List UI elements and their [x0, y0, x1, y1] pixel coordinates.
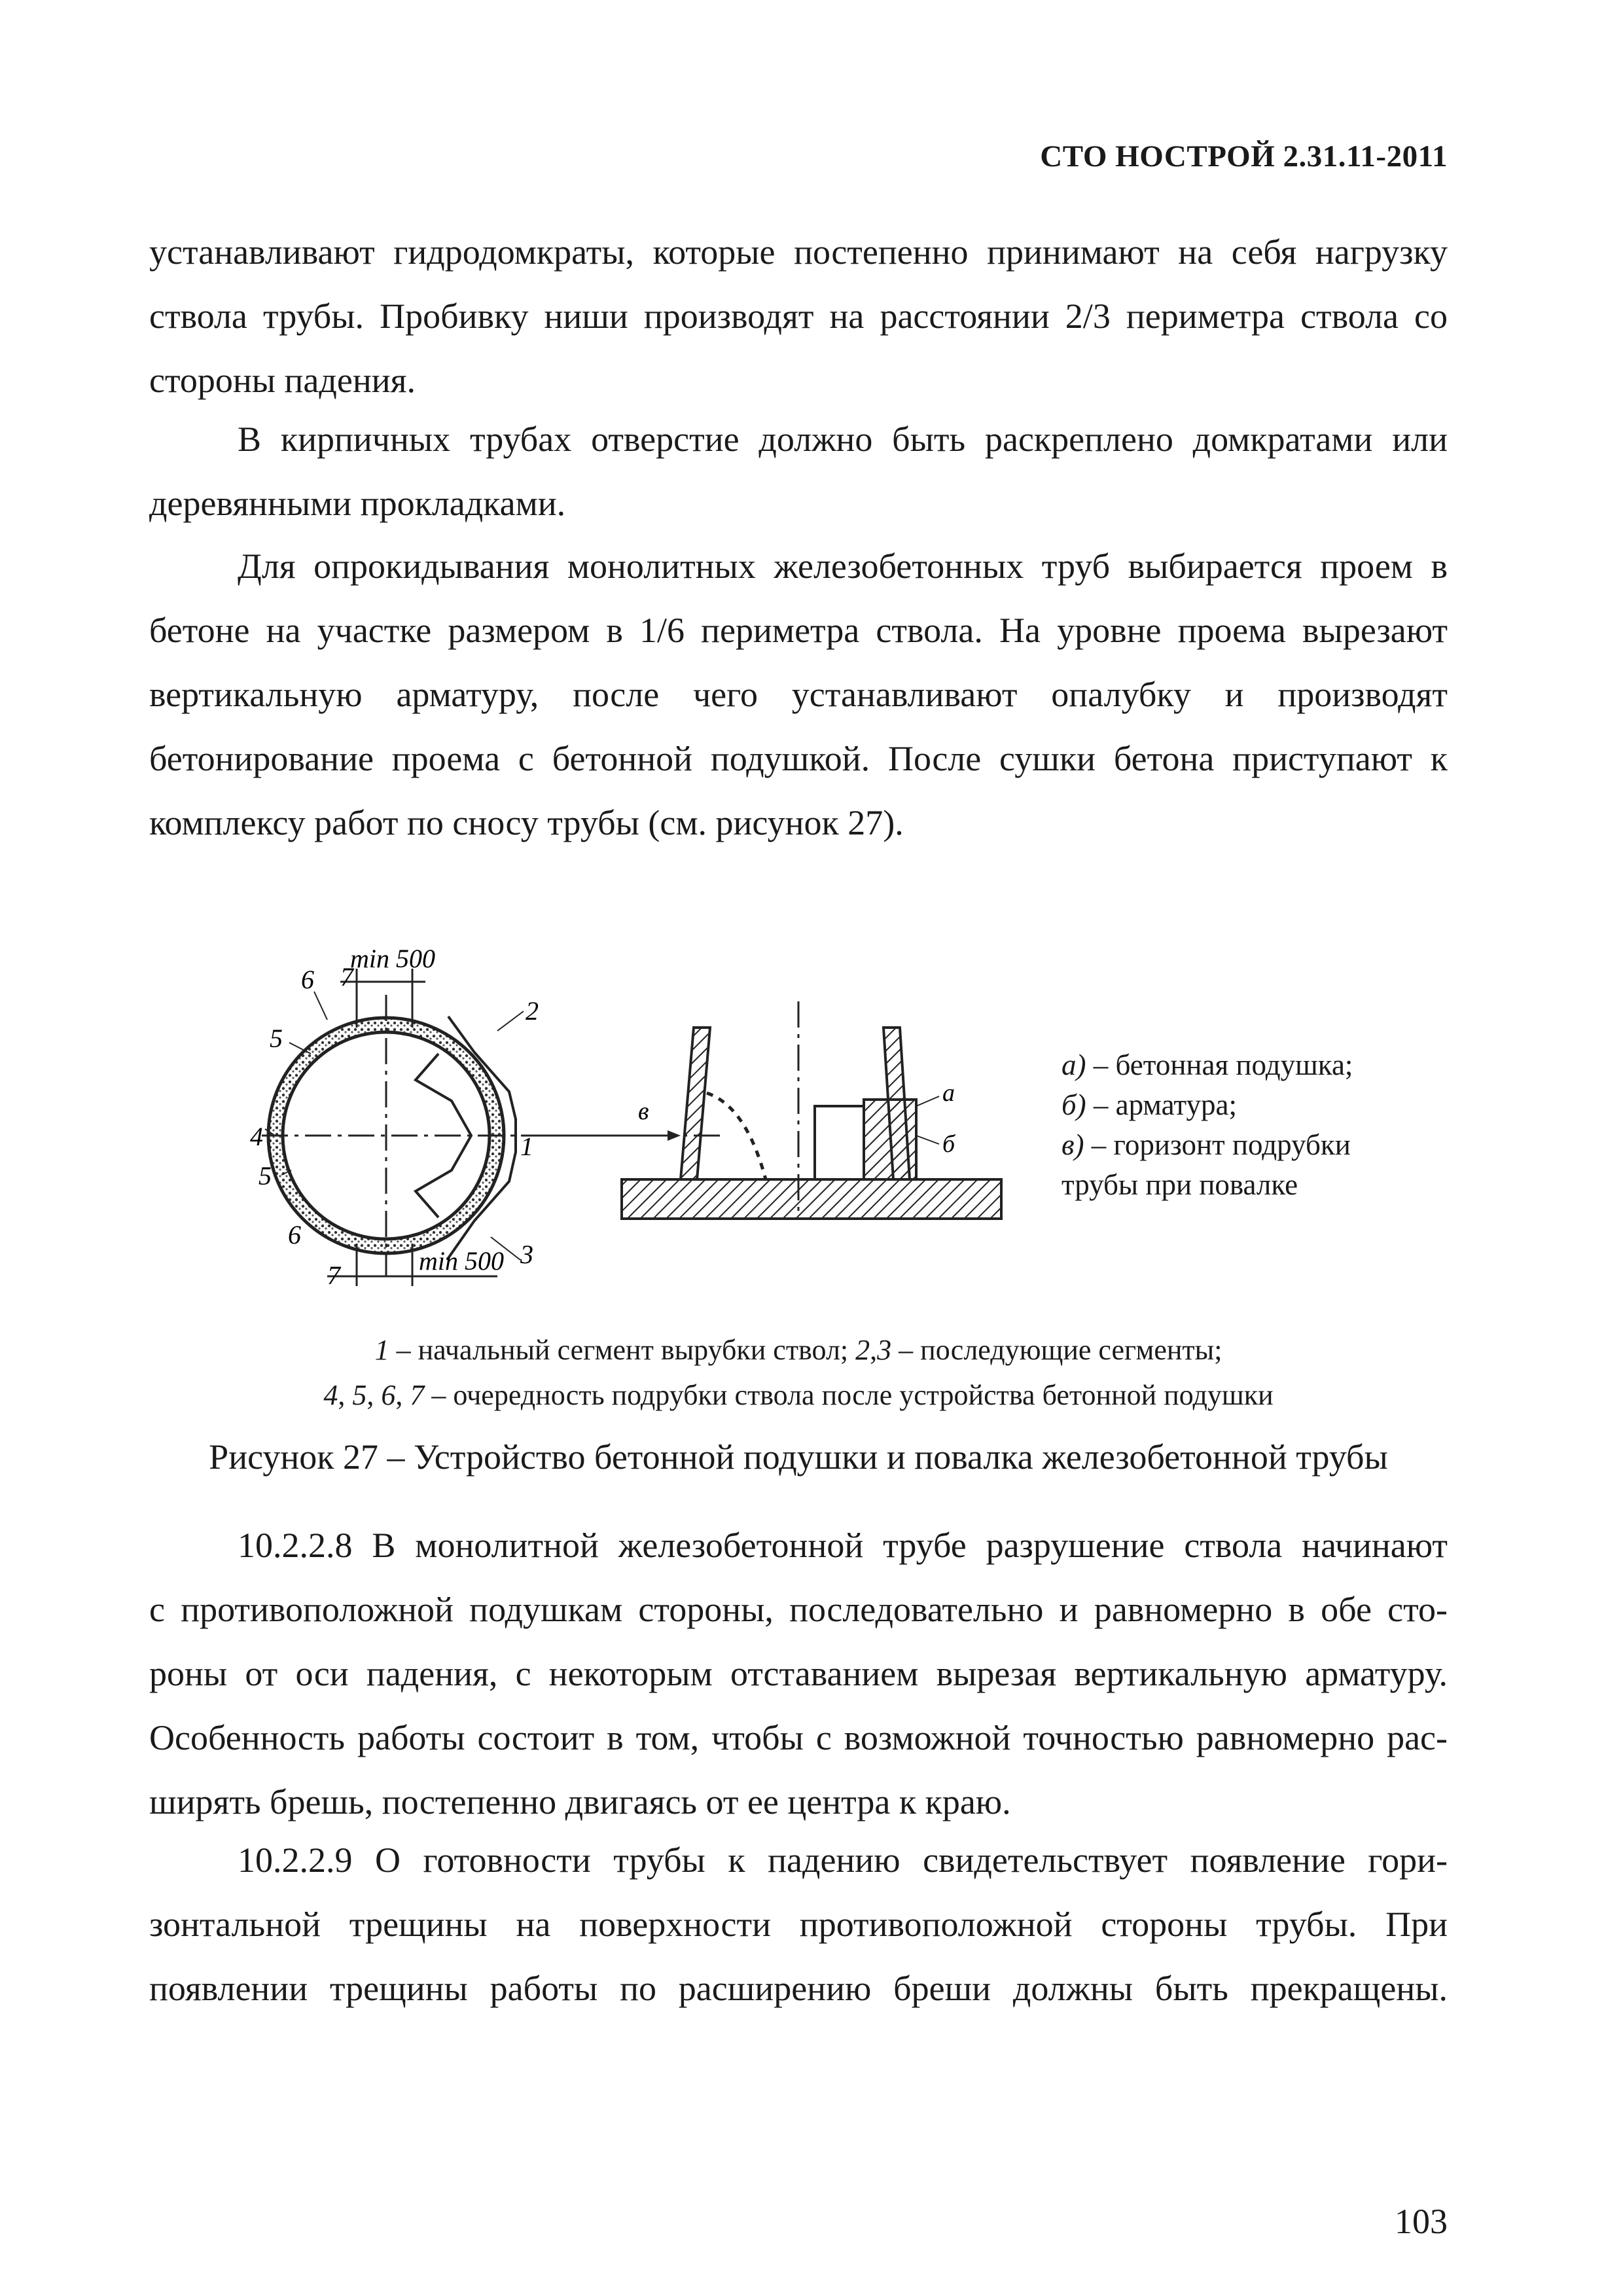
figure-caption: Рисунок 27 – Устройство бетонной подушки и повалка железобетонной трубы	[209, 1437, 1388, 1477]
concrete-cushion	[864, 1100, 916, 1179]
text-line: с противоположной подушкам стороны, последовательно и равномерно в обе сто-	[149, 1590, 1448, 1629]
text-line: устанавливают гидродомкраты, которые постепенно принимают на себя нагрузку	[149, 232, 1448, 272]
paragraph-2	[149, 407, 1448, 535]
label-6: 6	[301, 965, 314, 994]
text-line: бетонирование проема с бетонной подушкой. После сушки бетона приступают к	[149, 739, 1448, 778]
legend-item: трубы при повалке	[1061, 1168, 1298, 1201]
text-line: 10.2.2.9 О готовности трубы к падению свидетельствует появление гори-	[238, 1840, 1448, 1880]
label-2: 2	[526, 996, 539, 1026]
text-line: деревянными прокладками.	[149, 484, 566, 523]
label-a: а	[942, 1079, 955, 1107]
label-1: 1	[520, 1132, 533, 1161]
label-4: 4	[250, 1122, 263, 1151]
text-line: комплексу работ по сносу трубы (см. рисунок 27).	[149, 803, 904, 842]
dim-bottom-label: min 500	[419, 1246, 504, 1276]
text-line: 10.2.2.8 В монолитной железобетонной трубе разрушение ствола начинают	[238, 1526, 1448, 1565]
legend-item: в) – горизонт подрубки	[1061, 1128, 1351, 1161]
text-line: стороны падения.	[149, 361, 416, 400]
legend-item: б) – арматура;	[1061, 1088, 1237, 1121]
text-line: Особенность работы состоит в том, чтобы с возможной точностью равномерно рас-	[149, 1718, 1448, 1757]
paragraph-10-2-2-9	[149, 1828, 1448, 2020]
legend-item: а) – бетонная подушка;	[1061, 1049, 1353, 1081]
text-line: роны от оси падения, с некоторым отставанием вырезая вертикальную арматуру.	[149, 1654, 1448, 1693]
section-view	[622, 1001, 1001, 1219]
page-number: 103	[1395, 2202, 1448, 2241]
opening	[815, 1106, 864, 1179]
text-line: появлении трещины работы по расширению бреши должны быть прекращены.	[149, 1969, 1448, 2008]
text-line: вертикальную арматуру, после чего устанавливают опалубку и производят	[149, 675, 1448, 714]
text-line: В кирпичных трубах отверстие должно быть раскреплено домкратами или	[238, 420, 1448, 459]
text-line: зонтальной трещины на поверхности противоположной стороны трубы. При	[149, 1905, 1448, 1944]
leader-line	[916, 1136, 939, 1144]
figure-legend	[1061, 1045, 1353, 1205]
figure-notes	[149, 1327, 1448, 1418]
leader-line	[497, 1011, 524, 1031]
left-wall	[681, 1028, 710, 1179]
paragraph-1	[149, 220, 1448, 412]
leader-line	[916, 1096, 939, 1106]
label-b: б	[942, 1130, 955, 1158]
text-line: бетоне на участке размером в 1/6 периметра ствола. На уровне проема вырезают	[149, 611, 1448, 650]
label-5: 5	[259, 1161, 272, 1191]
text-line: ствола трубы. Пробивку ниши производят на расстоянии 2/3 периметра ствола со	[149, 296, 1448, 336]
paragraph-3	[149, 534, 1448, 855]
label-7: 7	[327, 1261, 340, 1289]
label-6: 6	[288, 1220, 301, 1249]
label-3: 3	[520, 1240, 533, 1269]
document-header: СТО НОСТРОЙ 2.31.11-2011	[1040, 139, 1448, 173]
text-line: Для опрокидывания монолитных железобетонных труб выбирается проем в	[238, 547, 1448, 586]
note-line-1: 1 – начальный сегмент вырубки ствол; 2,3 – последующие сегменты;	[374, 1334, 1222, 1366]
label-7: 7	[340, 962, 353, 992]
label-v: в	[638, 1098, 649, 1125]
note-line-2: 4, 5, 6, 7 – очередность подрубки ствола после устройства бетонной подушки	[323, 1379, 1274, 1411]
text-line: ширять брешь, постепенно двигаясь от ее центра к краю.	[149, 1782, 1011, 1821]
foundation-slab	[622, 1179, 1001, 1219]
dim-top-label: min 500	[350, 944, 435, 973]
arrow-head	[668, 1130, 681, 1141]
leader-line	[314, 992, 327, 1020]
paragraph-10-2-2-8	[149, 1513, 1448, 1834]
figure-27-drawing	[223, 923, 1034, 1289]
label-5: 5	[270, 1024, 283, 1053]
plan-view	[250, 944, 720, 1289]
